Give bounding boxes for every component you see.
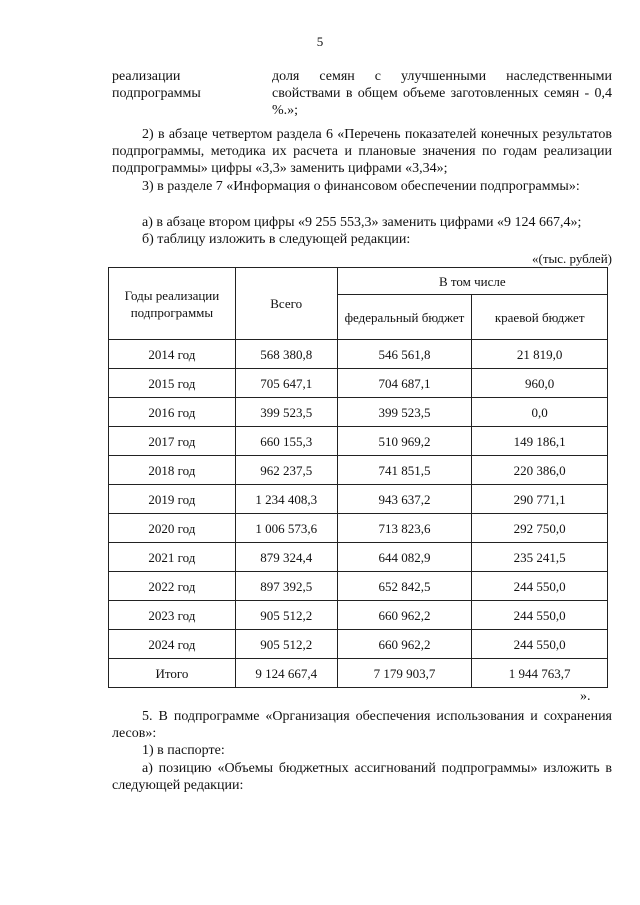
cell-regional: 0,0	[472, 398, 608, 427]
table-row	[109, 485, 608, 514]
table-row	[109, 630, 608, 659]
cell-year: 2017 год	[109, 427, 236, 456]
paragraph-item-b: б) таблицу изложить в следующей редакции:	[142, 232, 411, 247]
cell-federal: 7 179 903,7	[337, 659, 472, 688]
cell-total: 705 647,1	[235, 369, 337, 398]
cell-total: 879 324,4	[235, 543, 337, 572]
cell-federal: 660 962,2	[337, 630, 472, 659]
paragraph-section6: 2) в абзаце четвертом раздела 6 «Перечень показателей конечных результатов подпрограммы, методика их расчета и плановые значения по годам реализации подпрограммы» цифры «3,3» заменить цифрами «3,34»;	[112, 127, 612, 176]
cell-federal: 644 082,9	[337, 543, 472, 572]
table-row	[109, 369, 608, 398]
header-years: Годы реализации подпрограммы	[109, 268, 236, 340]
table-row	[109, 601, 608, 630]
header-total: Всего	[235, 268, 337, 340]
header-federal: федеральный бюджет	[337, 295, 472, 340]
cell-federal: 741 851,5	[337, 456, 472, 485]
cell-federal: 713 823,6	[337, 514, 472, 543]
cell-federal: 943 637,2	[337, 485, 472, 514]
table-row	[109, 398, 608, 427]
cell-regional: 21 819,0	[472, 340, 608, 369]
paragraph-item-a: а) в абзаце втором цифры «9 255 553,3» заменить цифрами «9 124 667,4»;	[142, 215, 582, 230]
cell-regional: 149 186,1	[472, 427, 608, 456]
table-row	[109, 543, 608, 572]
cell-total: 905 512,2	[235, 601, 337, 630]
cell-federal: 546 561,8	[337, 340, 472, 369]
cell-year: 2023 год	[109, 601, 236, 630]
cell-year: 2021 год	[109, 543, 236, 572]
cell-total: 660 155,3	[235, 427, 337, 456]
cell-year: 2016 год	[109, 398, 236, 427]
page-number: 5	[316, 34, 324, 49]
cell-regional: 244 550,0	[472, 630, 608, 659]
header-including: В том числе	[337, 268, 607, 295]
cell-federal: 510 969,2	[337, 427, 472, 456]
header-regional: краевой бюджет	[472, 295, 608, 340]
cell-federal: 704 687,1	[337, 369, 472, 398]
cell-total: 962 237,5	[235, 456, 337, 485]
cell-year: 2020 год	[109, 514, 236, 543]
paragraph-subprogram5: 5. В подпрограмме «Организация обеспечения использования и сохранения лесов»:	[112, 709, 612, 741]
table-row	[109, 514, 608, 543]
cell-regional: 292 750,0	[472, 514, 608, 543]
paragraph-position-a: а) позицию «Объемы бюджетных ассигнований подпрограммы» изложить в следующей редакции:	[112, 761, 612, 793]
cell-total: 568 380,8	[235, 340, 337, 369]
cell-year: 2018 год	[109, 456, 236, 485]
cell-regional: 1 944 763,7	[472, 659, 608, 688]
cell-year: 2022 год	[109, 572, 236, 601]
paragraph-section7: 3) в разделе 7 «Информация о финансовом обеспечении подпрограммы»:	[142, 179, 580, 194]
cell-year: 2019 год	[109, 485, 236, 514]
closing-quote: ».	[580, 689, 591, 704]
cell-regional: 235 241,5	[472, 543, 608, 572]
cell-total: 1 234 408,3	[235, 485, 337, 514]
paragraph-passport: 1) в паспорте:	[142, 743, 225, 758]
cell-total: 9 124 667,4	[235, 659, 337, 688]
table-row-total	[109, 659, 608, 688]
cell-total: 399 523,5	[235, 398, 337, 427]
cell-total: 905 512,2	[235, 630, 337, 659]
cell-year: 2015 год	[109, 369, 236, 398]
cell-regional: 244 550,0	[472, 601, 608, 630]
table-row	[109, 572, 608, 601]
cell-federal: 652 842,5	[337, 572, 472, 601]
cell-federal: 399 523,5	[337, 398, 472, 427]
table-row	[109, 427, 608, 456]
cell-year: Итого	[109, 659, 236, 688]
table-row	[109, 340, 608, 369]
budget-table	[108, 267, 608, 688]
cell-year: 2024 год	[109, 630, 236, 659]
cell-regional: 244 550,0	[472, 572, 608, 601]
cell-regional: 960,0	[472, 369, 608, 398]
cell-regional: 290 771,1	[472, 485, 608, 514]
cell-total: 897 392,5	[235, 572, 337, 601]
units-label: «(тыс. рублей)	[531, 251, 612, 266]
cell-total: 1 006 573,6	[235, 514, 337, 543]
cell-year: 2014 год	[109, 340, 236, 369]
passport-row-value: доля семян с улучшенными наследственными свойствами в общем объеме заготовленных семян - 0,4 %.»;	[272, 69, 612, 118]
cell-federal: 660 962,2	[337, 601, 472, 630]
table-row	[109, 456, 608, 485]
cell-regional: 220 386,0	[472, 456, 608, 485]
passport-row-label: реализации подпрограммы	[112, 69, 201, 101]
